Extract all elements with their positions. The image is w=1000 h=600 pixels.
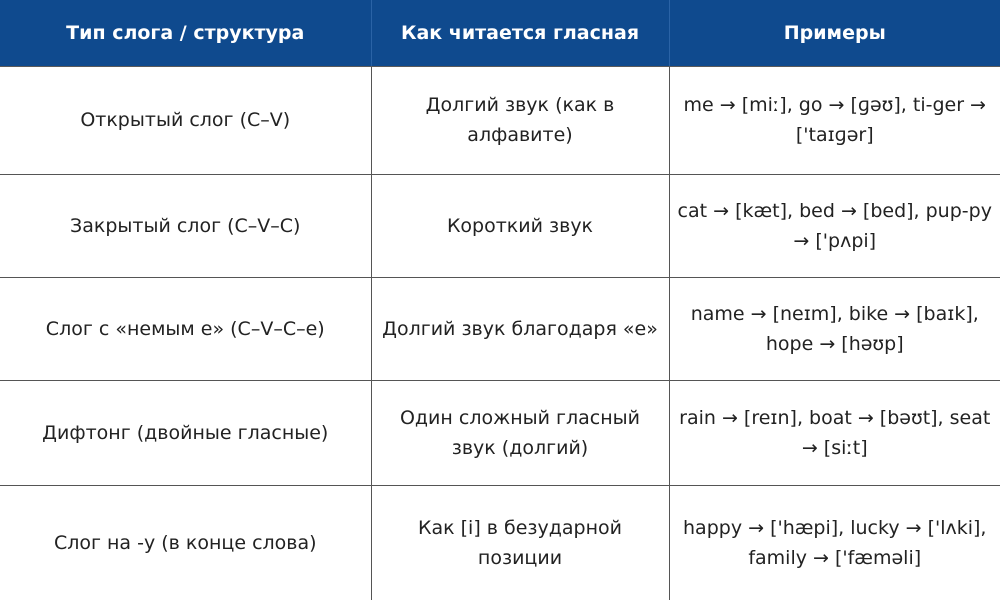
table-header: [0, 0, 1000, 66]
header-row: [0, 0, 1000, 66]
table-row: [0, 66, 1000, 174]
table-row: [0, 277, 1000, 380]
cell-examples: happy → ['hæpi], lucky → ['lʌki], family → ['fæməli]: [669, 485, 1000, 600]
cell-vowel-reading: Долгий звук (как в алфавите): [371, 66, 669, 174]
cell-syllable-type: Слог с «немым e» (C–V–C–e): [0, 277, 371, 380]
header-syllable-type: Тип слога / структура: [0, 0, 371, 66]
table-row: [0, 485, 1000, 600]
cell-syllable-type: Дифтонг (двойные гласные): [0, 380, 371, 485]
cell-syllable-type: Закрытый слог (C–V–C): [0, 174, 371, 277]
table-row: [0, 174, 1000, 277]
cell-examples: name → [neɪm], bike → [baɪk], hope → [həʊp]: [669, 277, 1000, 380]
cell-examples: rain → [reɪn], boat → [bəʊt], seat → [siːt]: [669, 380, 1000, 485]
cell-vowel-reading: Один сложный гласный звук (долгий): [371, 380, 669, 485]
header-vowel-reading: Как читается гласная: [371, 0, 669, 66]
cell-syllable-type: Открытый слог (C–V): [0, 66, 371, 174]
cell-syllable-type: Слог на -y (в конце слова): [0, 485, 371, 600]
cell-vowel-reading: Как [i] в безударной позиции: [371, 485, 669, 600]
table-row: [0, 380, 1000, 485]
cell-examples: cat → [kæt], bed → [bed], pup-py → ['pʌpi]: [669, 174, 1000, 277]
cell-examples: me → [miː], go → [ɡəʊ], ti-ger → ['taɪɡər]: [669, 66, 1000, 174]
cell-vowel-reading: Долгий звук благодаря «e»: [371, 277, 669, 380]
cell-vowel-reading: Короткий звук: [371, 174, 669, 277]
table-body: [0, 66, 1000, 600]
header-examples: Примеры: [669, 0, 1000, 66]
